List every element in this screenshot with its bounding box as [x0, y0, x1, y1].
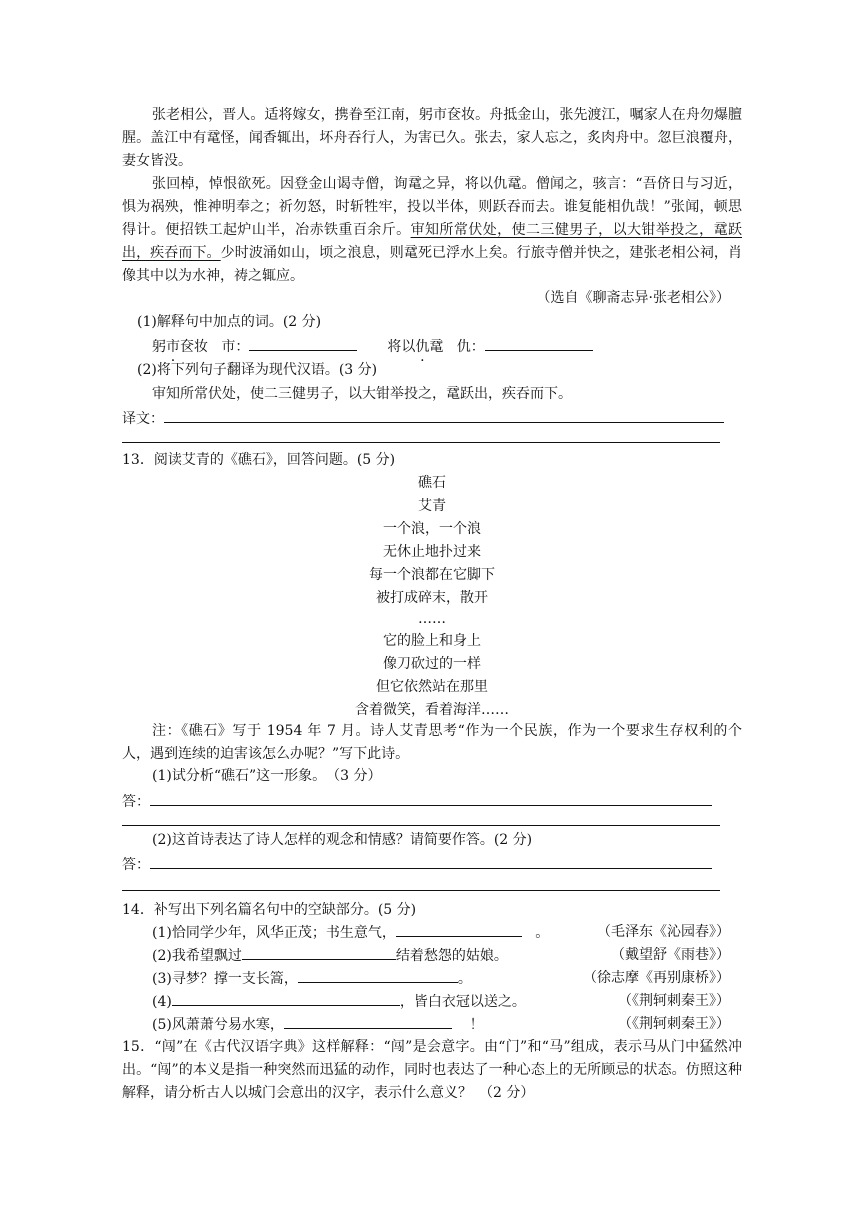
q14-item-1-pre: (1)恰同学少年，风华正茂；书生意气， [152, 925, 396, 941]
q13-sub1-answer-label: 答： [122, 794, 150, 810]
q12-item1-dotted-char: 市 [166, 339, 180, 355]
q12-item1-blank[interactable] [249, 335, 357, 351]
q13-sub2: (2)这首诗表达了诗人怎样的观念和情感？请简要作答。(2 分) [152, 832, 533, 848]
q14-item-3-source: （徐志摩《再别康桥》） [583, 970, 730, 986]
q14-item-2-pre: (2)我希望飘过 [152, 948, 242, 964]
poem-line-2: 无休止地扑过来 [383, 544, 481, 560]
q12-item1-label: 市： [221, 339, 250, 355]
q13-sub1-answer-line [122, 790, 742, 814]
q12-translate-label: 译文： [122, 411, 164, 427]
q14-item-2-post: 结着愁怨的姑娘。 [395, 948, 508, 964]
poem-line-5: …… [418, 611, 446, 627]
q14-item-5-blank[interactable] [284, 1013, 452, 1029]
q12-sub2-label: (2)将下列句子翻译为现代汉语。(3 分) [137, 362, 378, 378]
q14-item-5-post: ！ [469, 1017, 484, 1033]
q12-item1-prefix: 躬 [152, 339, 166, 355]
passage-paragraph-2-part-b: 少时波涌如山，顷之浪息，则鼋死已浮水上矣。行旅寺僧并快之，建张老相公祠，肖像其中以为水神，祷之辄应。 [122, 245, 743, 284]
poem-title: 礁石 [418, 475, 446, 491]
q12-translate-blank[interactable] [164, 407, 724, 423]
poem-line-4: 被打成碎末，散开 [376, 590, 488, 606]
q14-item-4-blank[interactable] [172, 990, 400, 1006]
q13-sub2-answer-blank[interactable] [150, 853, 712, 869]
q14-item-1-blank[interactable] [396, 921, 522, 937]
poem-line-7: 像刀砍过的一样 [383, 656, 481, 672]
q15-text: 15．“闯”在《古代汉语字典》这样解释：“闯”是会意字。由“门”和“马”组成，表示马从门中猛然冲出。“闯”的本义是指一种突然而迅猛的动作，同时也表达了一种心态上的无所顾忌的状态。仿照这种解释，请分析古人以城门会意出的汉字，表示什么意义？ （2 分） [122, 1039, 742, 1101]
q13-heading: 13．阅读艾青的《礁石》，回答问题。(5 分) [122, 452, 396, 468]
q12-item2-prefix: 将以 [387, 339, 416, 355]
q14-item-4-source: （《荆轲刺秦王》） [618, 993, 730, 1009]
q12-sub1-items [152, 335, 772, 359]
poem-line-3: 每一个浪都在它脚下 [369, 567, 495, 583]
passage-paragraph-2-part-a: 张回棹，悼恨欲死。因登金山谒寺僧，询鼋之异，将以仇鼋。僧闻之，骇言：“吾侪日与习近，惧为祸殃，惟神明奉之；祈勿怒，时斩牲牢，投以半体，则跃吞而去。谁复能相仇哉！”张闻，顿思得计。便招铁工起炉山半，冶赤铁重百余斤。 [122, 176, 742, 238]
q13-note: 注：《礁石》写于 1954 年 7 月。诗人艾青思考“作为一个民族，作为一个要求生存权利的个人，遇到连续的迫害该怎么办呢？”写下此诗。 [122, 723, 742, 762]
q13-sub1-answer-blank[interactable] [150, 790, 712, 806]
passage-paragraph-2 [122, 173, 742, 288]
poem-line-9: 含着微笑，看着海洋…… [355, 702, 509, 718]
passage-source: （选自《聊斋志异·张老相公》） [536, 290, 730, 306]
q12-sub2-sentence: 审知所常伏处，使二三健男子，以大钳举投之，鼋跃出，疾吞而下。 [152, 386, 572, 402]
q12-item2-dotted-char: 仇 [415, 339, 430, 355]
q12-translate-line [122, 407, 742, 431]
q14-heading: 14．补写出下列名篇名句中的空缺部分。(5 分) [122, 902, 417, 918]
q13-sub2-answer-label: 答： [122, 857, 150, 873]
q14-item-1-post: 。 [535, 925, 550, 941]
q13-sub1: (1)试分析“礁石”这一形象。 （3 分） [152, 768, 382, 784]
q14-item-2-blank[interactable] [242, 944, 396, 960]
passage-paragraph-1: 张老相公，晋人。适将嫁女，携眷至江南，躬市奁妆。舟抵金山，张先渡江，嘱家人在舟勿爆膻腥。盖江中有鼋怪，闻香辄出，坏舟吞行人，为害已久。张去，家人忘之，炙肉舟中。忽巨浪覆舟，妻女皆没。 [122, 107, 742, 169]
poem-author: 艾青 [418, 498, 446, 514]
q14-item-3-post: 。 [457, 971, 472, 987]
poem-line-6: 它的脸上和身上 [383, 633, 481, 649]
q12-item1-rest: 奁妆 [180, 339, 208, 355]
q14-item-1-source: （毛泽东《沁园春》） [597, 924, 730, 940]
q14-item-2-source: （戴望舒《雨巷》） [611, 947, 730, 963]
q14-item-5-pre: (5)风萧萧兮易水寒， [152, 1017, 284, 1033]
q14-item-3-blank[interactable] [298, 967, 458, 983]
q14-item-5-source: （《荆轲刺秦王》） [618, 1016, 730, 1032]
q12-item2-label: 仇： [456, 339, 485, 355]
q13-sub2-answer-line-2[interactable] [122, 890, 720, 891]
q14-item-4-pre: (4) [152, 994, 172, 1010]
q12-answer-line-2[interactable] [122, 442, 720, 443]
q12-sub1-label: (1)解释句中加点的词。(2 分) [137, 314, 322, 330]
poem-line-1: 一个浪，一个浪 [383, 521, 481, 537]
q14-item-3-pre: (3)寻梦？撑一支长篙， [152, 971, 298, 987]
q13-sub1-answer-line-2[interactable] [122, 825, 720, 826]
q12-item2-rest: 鼋 [429, 339, 444, 355]
passage-underlined-sentence: 审知所常伏处，使二三健男子，以大钳举投之，鼋跃出，疾吞而下。 [122, 222, 743, 261]
q12-item2-blank[interactable] [485, 335, 593, 351]
poem-line-8: 但它依然站在那里 [376, 679, 488, 695]
q13-sub2-answer-line [122, 853, 742, 877]
q14-item-4-post: ，皆白衣冠以送之。 [399, 994, 526, 1010]
